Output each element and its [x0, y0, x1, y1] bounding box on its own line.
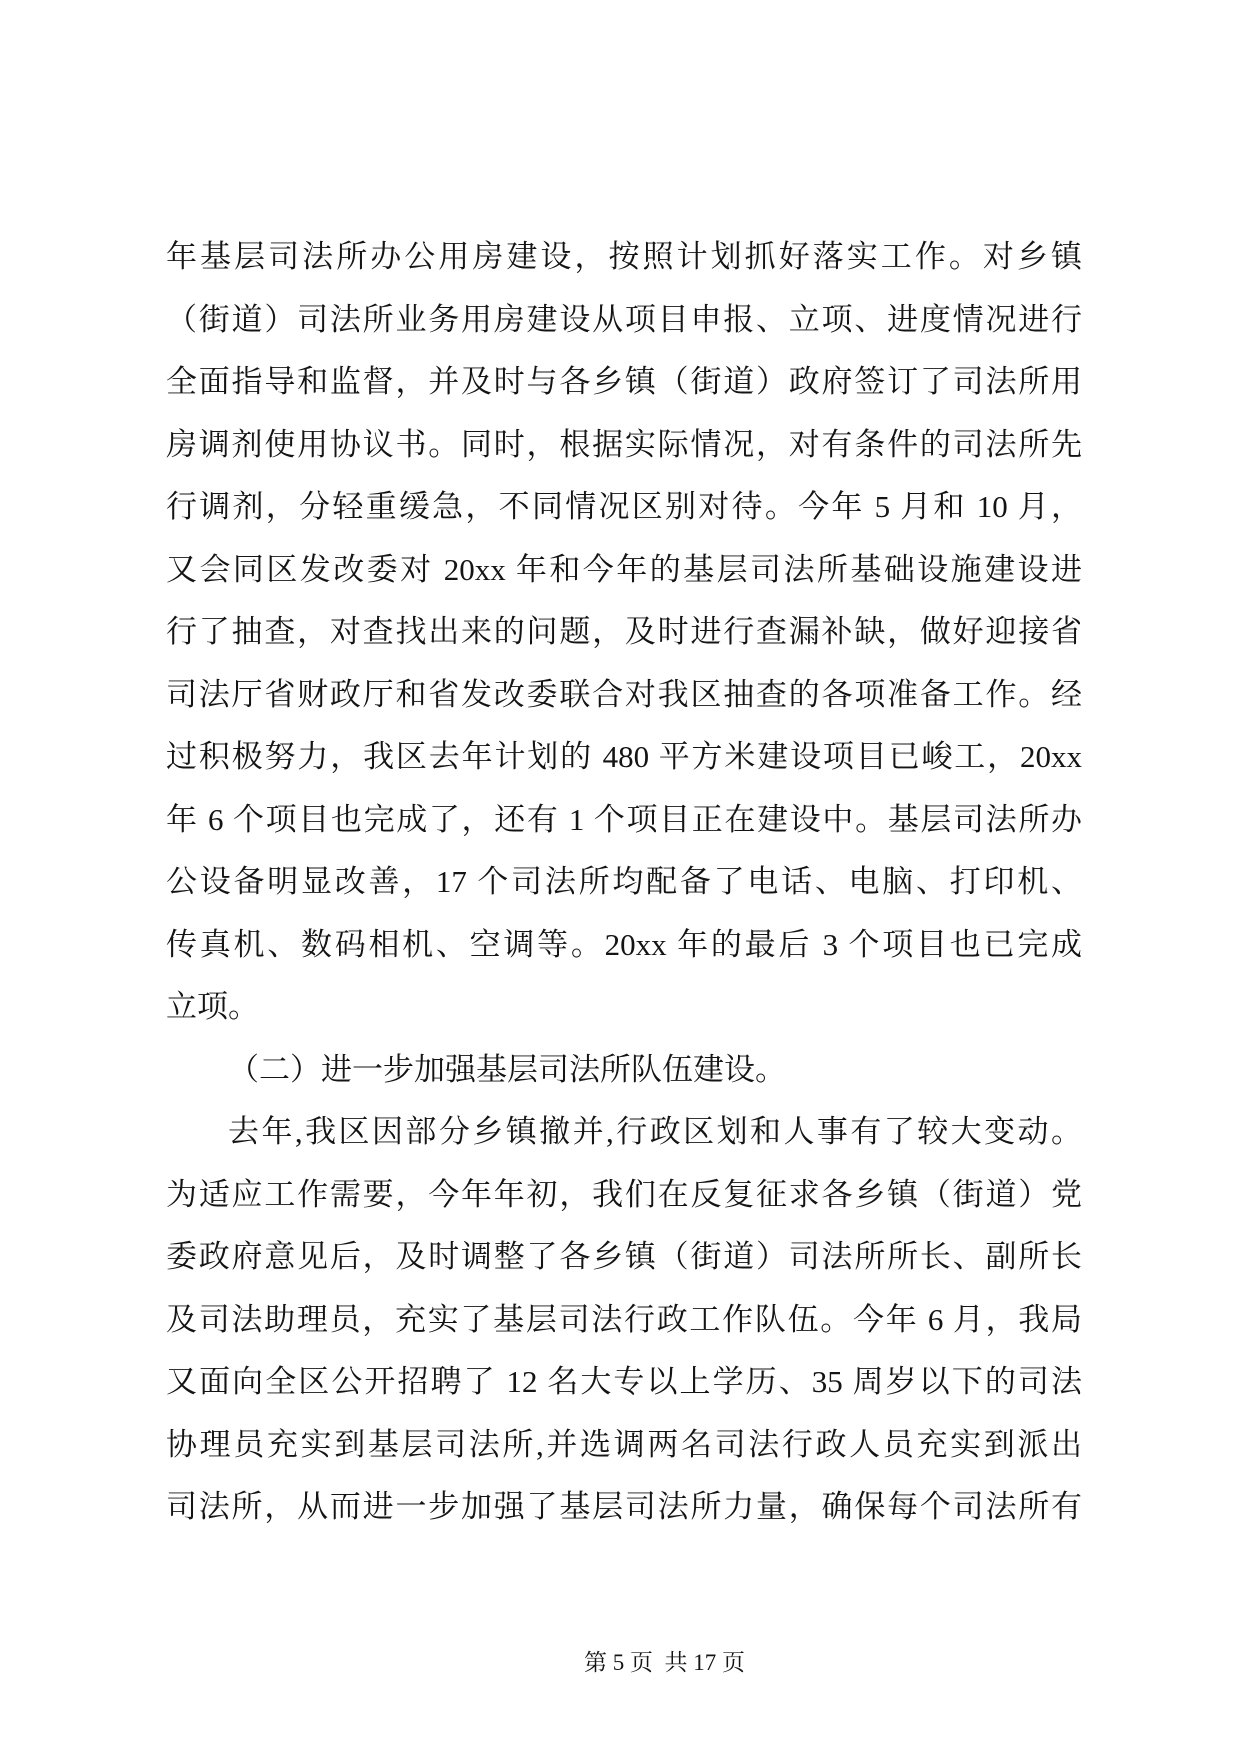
- text-line: 又面向全区公开招聘了 12 名大专以上学历、35 周岁以下的司法: [166, 1364, 1082, 1399]
- text-line: 去年,我区因部分乡镇撤并,行政区划和人事有了较大变动。: [228, 1114, 1082, 1149]
- text-line: 年基层司法所办公用房建设，按照计划抓好落实工作。对乡镇: [166, 239, 1082, 274]
- text-line: （二）进一步加强基层司法所队伍建设。: [228, 1051, 786, 1087]
- page-footer: [195, 1618, 1111, 1708]
- text-line: 立项。: [166, 989, 259, 1024]
- text-line: 行调剂，分轻重缓急，不同情况区别对待。今年 5 月和 10 月，: [166, 489, 1082, 524]
- text-line: 委政府意见后，及时调整了各乡镇（街道）司法所所长、副所长: [166, 1239, 1082, 1274]
- text-line: 协理员充实到基层司法所,并选调两名司法行政人员充实到派出: [166, 1426, 1082, 1462]
- text-line: 过积极努力，我区去年计划的 480 平方米建设项目已峻工，20xx: [166, 739, 1082, 774]
- text-line: 及司法助理员，充实了基层司法行政工作队伍。今年 6 月，我局: [166, 1301, 1082, 1337]
- text-line: 全面指导和监督，并及时与各乡镇（街道）政府签订了司法所用: [166, 364, 1082, 399]
- text-line: 行了抽查，对查找出来的问题，及时进行查漏补缺，做好迎接省: [166, 614, 1082, 649]
- document-body: [166, 226, 1082, 1539]
- text-line: 又会同区发改委对 20xx 年和今年的基层司法所基础设施建设进: [166, 551, 1082, 587]
- text-line: 年 6 个项目也完成了，还有 1 个项目正在建设中。基层司法所办: [166, 801, 1082, 837]
- text-line: 为适应工作需要，今年年初，我们在反复征求各乡镇（街道）党: [166, 1176, 1082, 1212]
- text-line: 司法厅省财政厅和省发改委联合对我区抽查的各项准备工作。经: [166, 676, 1082, 712]
- text-line: （街道）司法所业务用房建设从项目申报、立项、进度情况进行: [166, 301, 1082, 337]
- text-line: 司法所，从而进一步加强了基层司法所力量，确保每个司法所有: [166, 1489, 1082, 1524]
- text-line: 传真机、数码相机、空调等。20xx 年的最后 3 个项目也已完成: [166, 926, 1082, 962]
- text-line: 房调剂使用协议书。同时，根据实际情况，对有条件的司法所先: [166, 426, 1082, 462]
- text-line: 公设备明显改善，17 个司法所均配备了电话、电脑、打印机、: [166, 864, 1082, 899]
- page-number-text: 第 5 页 共 17 页: [584, 1650, 745, 1675]
